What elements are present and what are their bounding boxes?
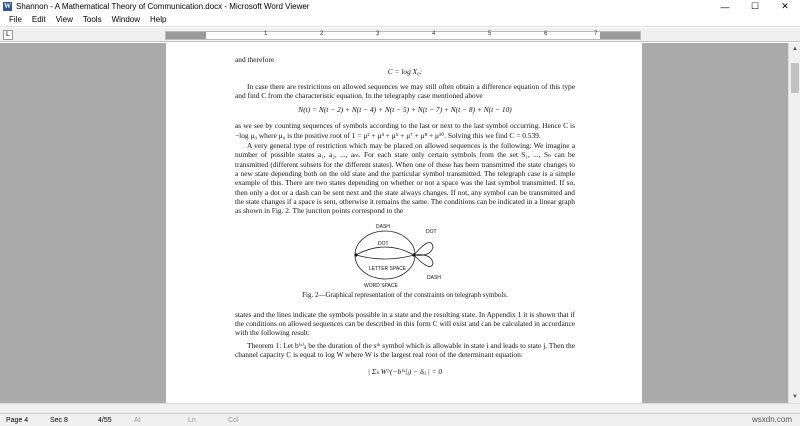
figure-caption: Fig. 2—Graphical representation of the constraints on telegraph symbols.	[302, 291, 508, 300]
vertical-scrollbar[interactable]	[788, 43, 800, 403]
menu-edit[interactable]: Edit	[31, 15, 46, 24]
ruler-number: 5	[488, 31, 492, 37]
graph-node-left	[354, 254, 357, 257]
page-content	[235, 55, 575, 382]
ruler-number: 2	[320, 31, 324, 37]
menu-file[interactable]: File	[9, 15, 22, 24]
close-button[interactable]: ✕	[781, 1, 789, 11]
paragraph: as we see by counting sequences of symbols according to the last or next to the last symbol occurring. Hence C is −log μ₀ where μ₀ is the positive root of 1 = μ² + μ⁴ + μ⁵ + μ⁷ + μ⁸ + μ¹⁰. Solving this we find C = 0.539.	[235, 121, 575, 140]
graph-dash-loop	[414, 255, 433, 267]
graph-dot-loop	[414, 243, 433, 256]
graph-label-dot-right: DOT	[426, 229, 437, 236]
status-section: Sec 8	[50, 416, 68, 424]
status-page-count: 4/55	[98, 416, 112, 424]
menu-window[interactable]: Window	[111, 15, 141, 24]
graph-node-right	[412, 254, 415, 257]
graph-label-dot-inner: DOT	[378, 241, 389, 248]
graph-letter-space-arc	[356, 255, 414, 259]
document-page	[166, 43, 642, 403]
graph-label-dash-top: DASH	[376, 224, 390, 231]
graph-label-letter-space: LETTER SPACE	[369, 266, 407, 273]
paragraph: and therefore	[235, 55, 275, 64]
menu-bar	[0, 13, 800, 27]
horizontal-scrollbar[interactable]	[0, 403, 800, 413]
ruler-number: 3	[376, 31, 380, 37]
equation: C = log X₀:	[387, 67, 423, 77]
menu-view[interactable]: View	[55, 15, 73, 24]
status-at: At	[134, 416, 141, 424]
scroll-thumb[interactable]	[791, 63, 799, 93]
ruler-number: 7	[594, 31, 598, 37]
status-line: Ln	[188, 416, 196, 424]
theorem-paragraph: Theorem 1: Let b⁽ˢ⁾ᵢⱼ be the duration of the sᵗʰ symbol which is allowable in state i and leads to state j. Then the channel capacity C is equal to log W where W is the largest real root of the determinant equation:	[235, 340, 575, 359]
paragraph: states and the lines indicate the symbols possible in a state and the resulting state. In Appendix 1 it is shown that if the conditions on allowed sequences can be described in this form C will exist and can be calculated in accordance with the following result:	[235, 309, 575, 338]
ruler-right-margin[interactable]	[600, 32, 640, 39]
menu-tools[interactable]: Tools	[82, 15, 102, 24]
graph-label-dash-right: DASH	[427, 275, 441, 282]
status-column: Col	[228, 416, 239, 424]
ruler-bar	[0, 28, 800, 42]
menu-help[interactable]: Help	[150, 15, 167, 24]
word-app-icon: W	[4, 2, 11, 10]
watermark-text: wsxdn.com	[751, 415, 792, 424]
scroll-down-icon[interactable]: ▼	[792, 394, 798, 400]
ruler-number: 1	[264, 31, 268, 37]
paragraph: In case there are restrictions on allowed sequences we may still often obtain a difference equation of this type and find C from the characteristic equation. In the telegraphy case mentioned above	[235, 81, 575, 100]
tab-selector[interactable]: L	[3, 30, 13, 40]
determinant-equation: | Σₛ W^(−b⁽ˢ⁾ᵢⱼ) − δᵢⱼ | = 0	[367, 367, 443, 377]
window-title: Shannon - A Mathematical Theory of Communication.docx - Microsoft Word Viewer	[16, 2, 310, 11]
maximize-button[interactable]: ☐	[750, 1, 760, 11]
equation: N(t) = N(t − 2) + N(t − 4) + N(t − 5) + N(t − 7) + N(t − 8) + N(t − 10)	[298, 105, 512, 115]
status-page: Page 4	[6, 416, 29, 424]
graph-dot-arc	[356, 247, 414, 255]
ruler-number: 4	[432, 31, 436, 37]
state-graph-figure	[235, 217, 575, 289]
scroll-up-icon[interactable]: ▲	[792, 46, 798, 52]
graph-label-word-space: WORD SPACE	[364, 283, 398, 290]
horizontal-ruler[interactable]	[165, 31, 641, 40]
ruler-number: 6	[544, 31, 548, 37]
title-bar	[0, 0, 800, 13]
minimize-button[interactable]: —	[720, 1, 730, 12]
status-bar	[0, 413, 800, 426]
document-area	[0, 43, 788, 403]
ruler-left-margin[interactable]	[166, 32, 206, 39]
paragraph: A very general type of restriction which may be placed on allowed sequences is the following: We imagine a number of possible states a₁, a₂, ..., aₘ. For each state only certain symbols from the set S₁, ..., Sₙ can be transmitted (different subsets for the different states). When one of these has been transmitted the state changes to a new state depending both on the old state and the particular symbol transmitted. The telegraph case is a simple example of this. There are two states depending on whether or not a space was the last symbol transmitted. If so, then only a dot or a dash can be sent next and the state always changes. If not, any symbol can be transmitted and the state changes if a space is sent, otherwise it remains the same. The conditions can be indicated in a linear graph as shown in Fig. 2. The junction points correspond to the	[235, 141, 575, 216]
